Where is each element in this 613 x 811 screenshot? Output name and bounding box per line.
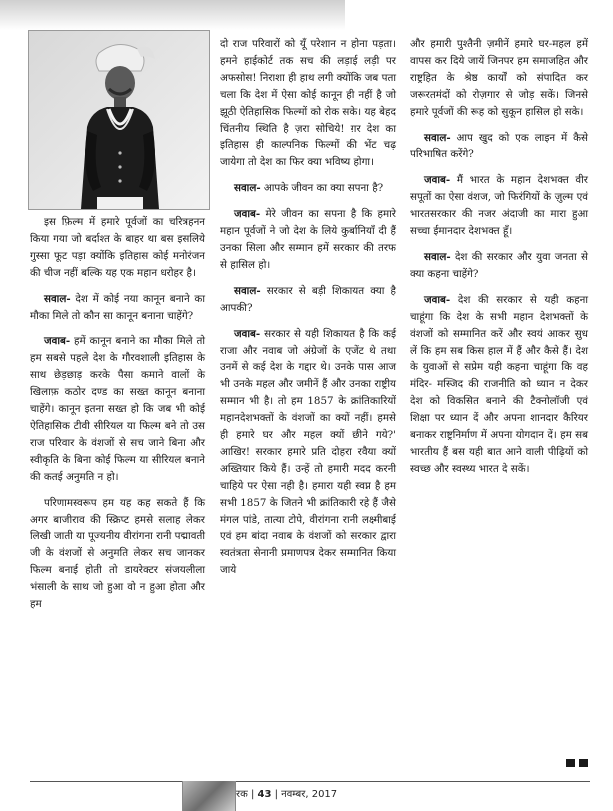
question-text: सरकार से बड़ी शिकायत क्या है आपकी?	[220, 284, 396, 314]
paragraph: दो राज परिवारों को यूँ परेशान न होना पड़ता। हमने हाईकोर्ट तक सच की लड़ाई लड़ी पर अफसोस! निराशा ही हाथ लगी क्योंकि जब पता चला कि देश में ऐसा कोई कानून ही नहीं है जो झूठी ऐतिहासिक फिल्मों को रोक सके। यह बेहद चिंतनीय स्थिति है ज़रा सोचिये! ग़र देश का इतिहास ही काल्पनिक फिल्मों की भेंट चढ़ जायेगा तो देश का फिर क्या भविष्य होगा।	[220, 38, 396, 169]
question-paragraph	[30, 291, 205, 325]
answer-label: जवाब-	[44, 335, 71, 348]
answer-text: सरकार से यही शिकायत है कि कई राजा और नवाब जो अंग्रेजों के एजेंट थे तथा उनमें से कई देश के गद्दार थे। उनके पास आज भी उनके महल और जमीनें हैं और उनका राष्ट्रीय सम्मान भी है। तो हम 1857 के क्रांतिकारियों महानदेशभक्तों के वंशजों का क्यों नहीं। हमसे ही हमारे घर और महल क्यों छीने गये?' आखिर! सरकार हमारे प्रति दोहरा रवैया क्यों अख्तियार किये हैं। उन्हें तो हमारी मदद करनी चाहिये पर ऐसा नही है। हमारा यही स्वप्न है हम सभी 1857 के जितने भी क्रांतिकारी रहे हैं जैसे मंगल पांडे, तात्या टोपे, वीरांगना रानी लक्ष्मीबाई एवं हम बांदा नवाब के वंशजों को सरकार द्वारा स्वतंत्रता सेनानी प्रमाणपत्र देकर सम्मानित किया जाये	[220, 327, 396, 577]
question-text: देश की सरकार और युवा जनता से क्या कहना चाहेंगे?	[410, 250, 588, 280]
answer-text: हमें कानून बनाने का मौका मिले तो हम सबसे पहले देश के गौरवशाली इतिहास के साथ छेड़छाड़ करके पैसा कमाने वालों के खिलाफ़ कठोर दण्ड का सख्त कानून बनाना चाहेंगे। कानून इतना सख्त हो कि जब भी कोई ऐतिहासिक टीवी सीरियल या फिल्म बने तो उस राज परिवार के वंशजों से सच जाने बिना और स्वीकृति के बिना कोई फिल्म या सीरियल बनाने की कतई अनुमति न हो।	[30, 335, 205, 483]
portrait-illustration	[29, 31, 209, 209]
answer-label: जवाब-	[424, 174, 451, 187]
footer-rule	[30, 781, 590, 782]
question-label: सवाल-	[44, 292, 71, 305]
article-column-3	[410, 36, 588, 487]
answer-paragraph	[30, 333, 205, 485]
answer-paragraph	[410, 292, 588, 478]
answer-text: देश की सरकार से यही कहना चाहूंगा कि देश के सभी महान देशभक्तों के वंशजों को सम्मानित करें और स्वयं आकर सुध लें कि हम सब किस हाल में हैं और कैसे हैं। देश के युवाओं से सप्रेम यही कहना चाहूंगा कि वह मंदिर- मस्जिद की राजनीति को ध्यान न देकर देश को विकसित बनाने की टैक्नोलॉजी एवं शिक्षा पर ध्यान दें और अपना शानदार कैरियर बनाकर राष्ट्रनिर्माण में अपना योगदान दें। हम सब भारतीय हैं बस यही बात आने वाली पीढ़ियों को स्वच्छ और स्वस्थ्य भारत दे सकें।	[410, 293, 588, 475]
question-label: सवाल-	[424, 250, 451, 263]
question-label: सवाल-	[424, 131, 451, 144]
answer-label: जवाब-	[234, 327, 261, 340]
article-column-2	[220, 36, 396, 588]
question-text: आप खुद को एक लाइन में कैसे परिभाषित करेंगे?	[410, 131, 588, 161]
page-footer: रक | 43 | नवम्बर, 2017	[236, 789, 338, 800]
question-text: देश में कोई नया कानून बनाने का मौका मिले तो कौन सा कानून बनाना चाहेंगे?	[30, 292, 205, 322]
footer-cover-thumbnail	[182, 781, 236, 811]
answer-paragraph	[220, 326, 396, 580]
page-number: 43	[257, 789, 272, 800]
answer-label: जवाब-	[234, 208, 261, 221]
footer-month: नवम्बर	[281, 789, 306, 800]
answer-label: जवाब-	[424, 293, 451, 306]
page-top-shadow	[0, 0, 345, 30]
article-column-1	[30, 214, 205, 622]
question-text: आपके जीवन का क्या सपना है?	[260, 182, 384, 195]
article-end-mark	[579, 759, 588, 767]
paragraph: परिणामस्वरूप हम यह कह सकते हैं कि अगर बाजीराव की स्क्रिप्ट हमसे सलाह लेकर लिखी जाती या पूज्यनीय वीरांगना रानी पद्मावती जी के वंशजों से अनुमति लेकर सच जानकर फिल्म बनाई होती तो डायरेक्टर संजयलीला भंसाली के साथ जो हुआ वो न हुआ होता और हम	[30, 496, 205, 611]
answer-paragraph	[410, 172, 588, 240]
answer-text: मैं भारत के महान देशभक्त वीर सपूतों का ऐसा वंशज, जो फिरंगियों के ज़ुल्म एवं भारतसरकार की नजर अंदाजी का मारा हुआ सच्चा ईमानदार देशभक्त हूँ।	[410, 174, 588, 238]
portrait-photo	[28, 30, 210, 210]
question-paragraph	[220, 283, 396, 317]
question-paragraph	[410, 249, 588, 283]
footer-magazine-name: रक	[236, 789, 248, 800]
footer-year: 2017	[311, 789, 338, 800]
question-paragraph	[410, 130, 588, 164]
paragraph: इस फ़िल्म में हमारे पूर्वजों का चरित्रहनन किया गया जो बर्दाश्त के बाहर था बस इसलिये गुस्सा फूट पड़ा क्योंकि इतिहास कोई मनोरंजन की चीज नहीं बल्कि यह एक महान धरोहर है।	[30, 216, 205, 279]
answer-text: मेरे जीवन का सपना है कि हमारे महान पूर्वजों ने जो देश के लिये कुर्बानियाँ दी हैं उनका सिला और सम्मान हमें सरकार की तरफ से हासिल हो।	[220, 208, 396, 271]
article-end-mark	[566, 759, 575, 767]
answer-paragraph	[220, 206, 396, 274]
question-paragraph	[220, 180, 396, 197]
question-label: सवाल-	[234, 182, 261, 195]
question-label: सवाल-	[234, 284, 261, 297]
paragraph: और हमारी पुश्तैनी ज़मीनें हमारे घर-महल हमें वापस कर दिये जायें जिनपर हम समाजहित और राष्ट्रहित के श्रेष्ठ कार्यों को संपादित कर जरूरतमंदों को रोज़गार से जोड़ सकें। जिनसे हमारे पूर्वजों की रूह को सुकून हासिल हो सके।	[410, 38, 588, 118]
